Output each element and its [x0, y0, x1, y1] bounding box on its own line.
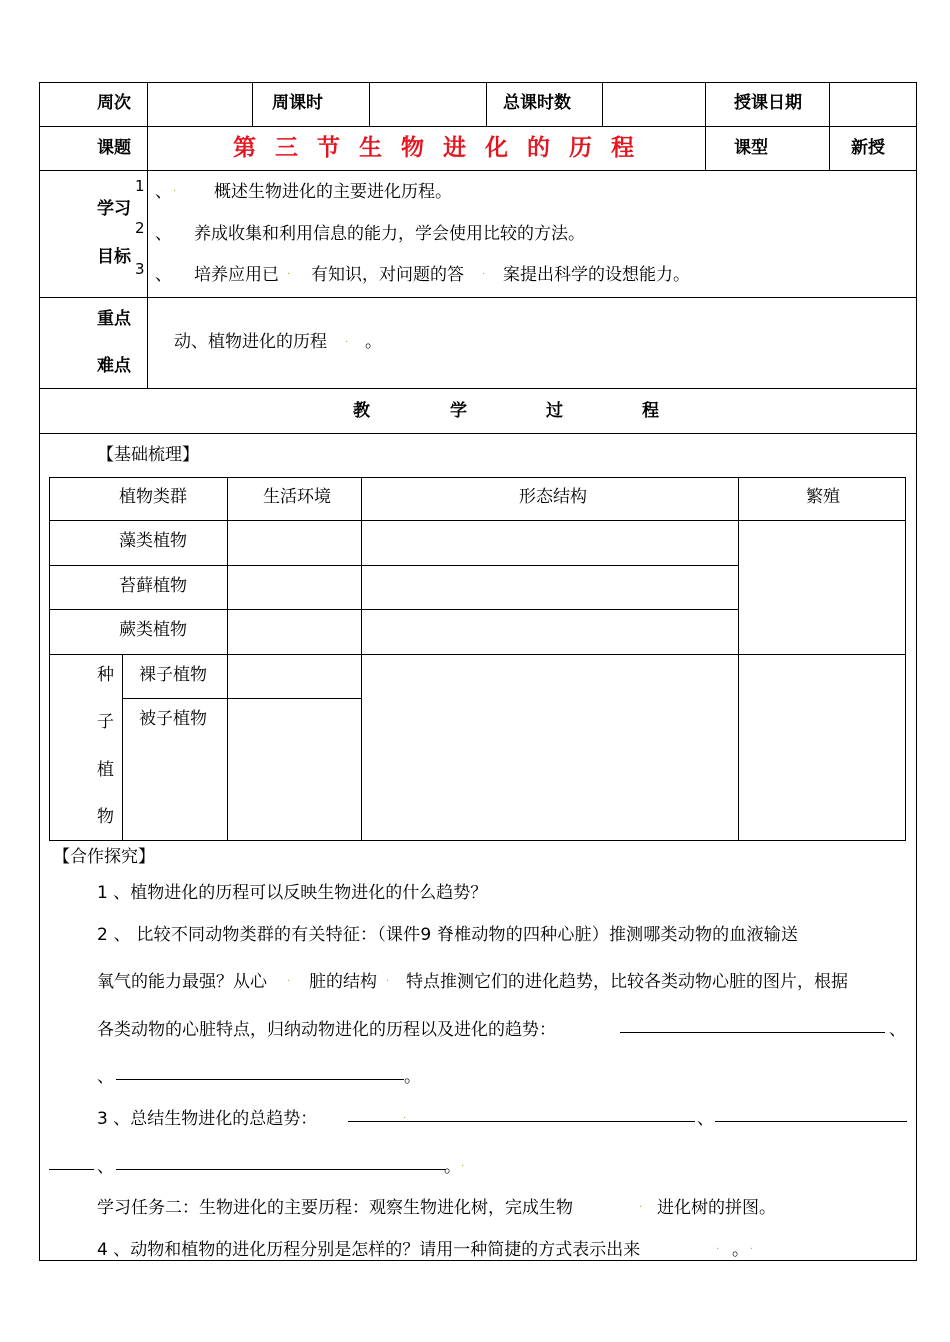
focus-text: 动、植物进化的历程: [174, 332, 327, 352]
answer-blank[interactable]: [116, 1169, 446, 1170]
total-hours-label: 总课时数: [503, 93, 571, 113]
focus-label-1: 重点: [97, 309, 131, 329]
column-morphology: 形态结构: [519, 487, 587, 507]
objectives-label-2: 目标: [97, 247, 131, 267]
answer-blank[interactable]: [49, 1169, 94, 1170]
week-hours-label: 周课时: [272, 93, 323, 113]
mark-dot: .: [639, 1199, 643, 1210]
mark-dot: .: [750, 1241, 754, 1252]
process-char-4: 程: [642, 401, 659, 421]
process-char-2: 学: [450, 401, 467, 421]
process-char-1: 教: [353, 401, 370, 421]
period: 。: [404, 1067, 421, 1087]
objective-1-text: 概述生物进化的主要进化历程。: [214, 182, 452, 202]
question-1: 1 、植物进化的历程可以反映生物进化的什么趋势？: [97, 883, 488, 903]
mark-dot: .: [716, 1241, 720, 1252]
process-char-3: 过: [546, 401, 563, 421]
mark-dot: .: [287, 973, 291, 984]
row-angiosperms: 被子植物: [139, 709, 207, 729]
objective-3-text-b: 有知识，对问题的答: [311, 265, 464, 285]
objective-2-number: 2: [135, 219, 145, 237]
objective-3-number: 3: [135, 260, 145, 278]
mark-dot: .: [482, 266, 486, 277]
lesson-type-label: 课型: [734, 138, 768, 158]
question-2-line-3: 各类动物的心脏特点，归纳动物进化的历程以及进化的趋势：: [97, 1020, 556, 1040]
mark-dot: .: [287, 266, 291, 277]
separator: 、: [697, 1109, 714, 1129]
separator: 、: [97, 1067, 114, 1087]
period: 。: [444, 1157, 461, 1177]
mark-dot: .: [403, 1110, 407, 1121]
mark-dot: .: [461, 1158, 465, 1169]
question-2-line-2b: 脏的结构: [309, 972, 377, 992]
objective-2-text: 养成收集和利用信息的能力，学会使用比较的方法。: [194, 224, 585, 244]
objective-1-sep: 、: [155, 182, 172, 202]
question-3: 3 、总结生物进化的总趋势：: [97, 1109, 318, 1129]
objective-1-number: 1: [135, 177, 145, 195]
separator: 、: [889, 1020, 906, 1040]
row-ferns: 蕨类植物: [119, 620, 187, 640]
focus-label-2: 难点: [97, 356, 131, 376]
objectives-label-1: 学习: [97, 199, 131, 219]
answer-blank[interactable]: [116, 1079, 404, 1080]
separator: 、: [97, 1157, 114, 1177]
question-2-line-2a: 氧气的能力最强？从心: [97, 972, 267, 992]
column-reproduction: 繁殖: [806, 487, 840, 507]
objective-3-text-a: 培养应用已: [194, 265, 279, 285]
question-2-line-1: 2 、 比较不同动物类群的有关特征：（课件9 脊椎动物的四种心脏）推测哪类动物的血液输送: [97, 925, 799, 945]
objective-2-sep: 、: [155, 224, 172, 244]
lesson-type-value: 新授: [851, 138, 885, 158]
column-plant-group: 植物类群: [119, 487, 187, 507]
focus-text-end: 。: [365, 332, 382, 352]
basics-heading: 【基础梳理】: [97, 445, 199, 465]
week-label: 周次: [97, 93, 131, 113]
seed-label-3: 植: [97, 760, 114, 780]
column-habitat: 生活环境: [263, 487, 331, 507]
answer-blank[interactable]: [620, 1032, 885, 1033]
question-2-line-2c: 特点推测它们的进化趋势，比较各类动物心脏的图片，根据: [406, 972, 848, 992]
task-2-text-b: 进化树的拼图。: [657, 1198, 776, 1218]
explore-heading: 【合作探究】: [53, 847, 155, 867]
mark-dot: .: [386, 973, 390, 984]
question-4-end: 。: [732, 1240, 749, 1260]
seed-label-4: 物: [97, 807, 114, 827]
row-bryophytes: 苔藓植物: [119, 576, 187, 596]
date-label: 授课日期: [734, 93, 802, 113]
row-algae: 藻类植物: [119, 531, 187, 551]
objective-3-sep: 、: [155, 265, 172, 285]
mark-dot: .: [345, 334, 349, 345]
row-gymnosperms: 裸子植物: [139, 665, 207, 685]
objective-3-text-c: 案提出科学的设想能力。: [503, 265, 690, 285]
answer-blank[interactable]: [348, 1121, 695, 1122]
seed-label-1: 种: [97, 665, 114, 685]
seed-label-2: 子: [97, 712, 114, 732]
topic-label: 课题: [97, 138, 131, 158]
task-2-text-a: 学习任务二：生物进化的主要历程：观察生物进化树，完成生物: [97, 1198, 573, 1218]
question-4: 4 、动物和植物的进化历程分别是怎样的？请用一种简捷的方式表示出来: [97, 1240, 641, 1260]
answer-blank[interactable]: [715, 1121, 907, 1122]
page-title: 第三节生物进化的历程: [233, 135, 653, 161]
mark-dot: .: [173, 183, 177, 194]
